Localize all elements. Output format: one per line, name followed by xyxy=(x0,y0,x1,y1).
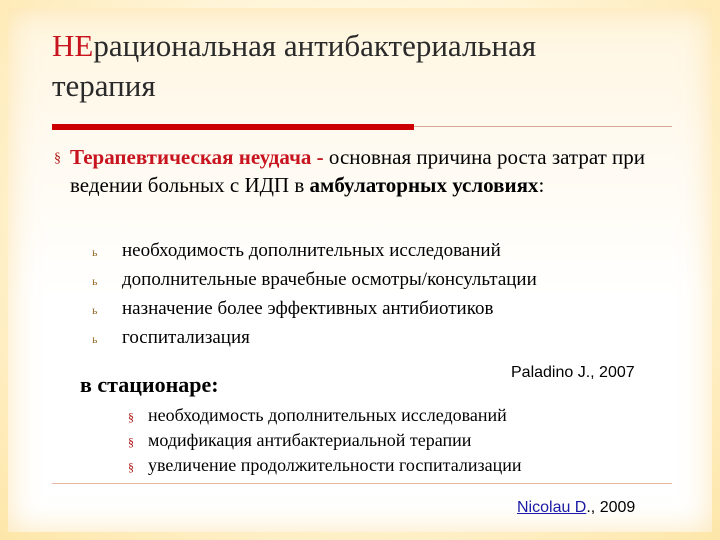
list-item-text: модификация антибактериальной терапии xyxy=(148,430,472,450)
list-item xyxy=(92,236,672,265)
main-bullet xyxy=(54,143,694,199)
list-item-text: увеличение продолжительности госпитализации xyxy=(148,455,522,475)
hospital-consequences-list xyxy=(128,403,688,478)
list-item xyxy=(128,453,688,478)
bullet-icon: § xyxy=(54,151,61,166)
citation-nicolau-year: ., 2009 xyxy=(586,499,636,516)
title-line2: терапия xyxy=(52,68,156,103)
bottom-divider xyxy=(52,483,672,484)
citation-nicolau xyxy=(517,499,635,517)
bullet-icon: § xyxy=(128,435,134,449)
citation-nicolau-link[interactable]: Nicolau D xyxy=(517,499,587,516)
title-accent: НЕ xyxy=(52,28,94,63)
main-bullet-highlight: Терапевтическая неудача - xyxy=(70,145,324,169)
list-item-text: госпитализация xyxy=(122,327,250,348)
list-item-text: дополнительные врачебные осмотры/консультации xyxy=(122,269,537,290)
slide-title xyxy=(52,26,692,106)
title-underline-red xyxy=(52,124,414,130)
list-item xyxy=(128,403,688,428)
list-item xyxy=(128,428,688,453)
title-line1: рациональная антибактериальная xyxy=(93,28,537,63)
list-item-text: необходимость дополнительных исследований xyxy=(122,240,501,261)
bullet-icon: § xyxy=(128,460,134,474)
sub-bullet-icon: ь xyxy=(92,245,98,259)
sub-bullet-icon: ь xyxy=(92,274,98,288)
citation-paladino: Paladino J., 2007 xyxy=(511,364,635,381)
main-bullet-text xyxy=(70,143,694,199)
main-bullet-body: основная причина роста затрат при ведении больных с ИДП в xyxy=(70,145,646,197)
sub-bullet-icon: ь xyxy=(92,332,98,346)
list-item xyxy=(92,265,672,294)
list-item-text: назначение более эффективных антибиотиков xyxy=(122,298,494,319)
list-item-text: необходимость дополнительных исследований xyxy=(148,405,507,425)
bullet-icon: § xyxy=(128,410,134,424)
list-item xyxy=(92,323,672,352)
outpatient-consequences-list xyxy=(92,236,672,352)
list-item xyxy=(92,294,672,323)
main-bullet-end: : xyxy=(538,173,545,197)
hospital-heading: в стационаре: xyxy=(80,372,219,397)
main-bullet-bold: амбулаторных условиях xyxy=(309,173,539,197)
sub-bullet-icon: ь xyxy=(92,303,98,317)
